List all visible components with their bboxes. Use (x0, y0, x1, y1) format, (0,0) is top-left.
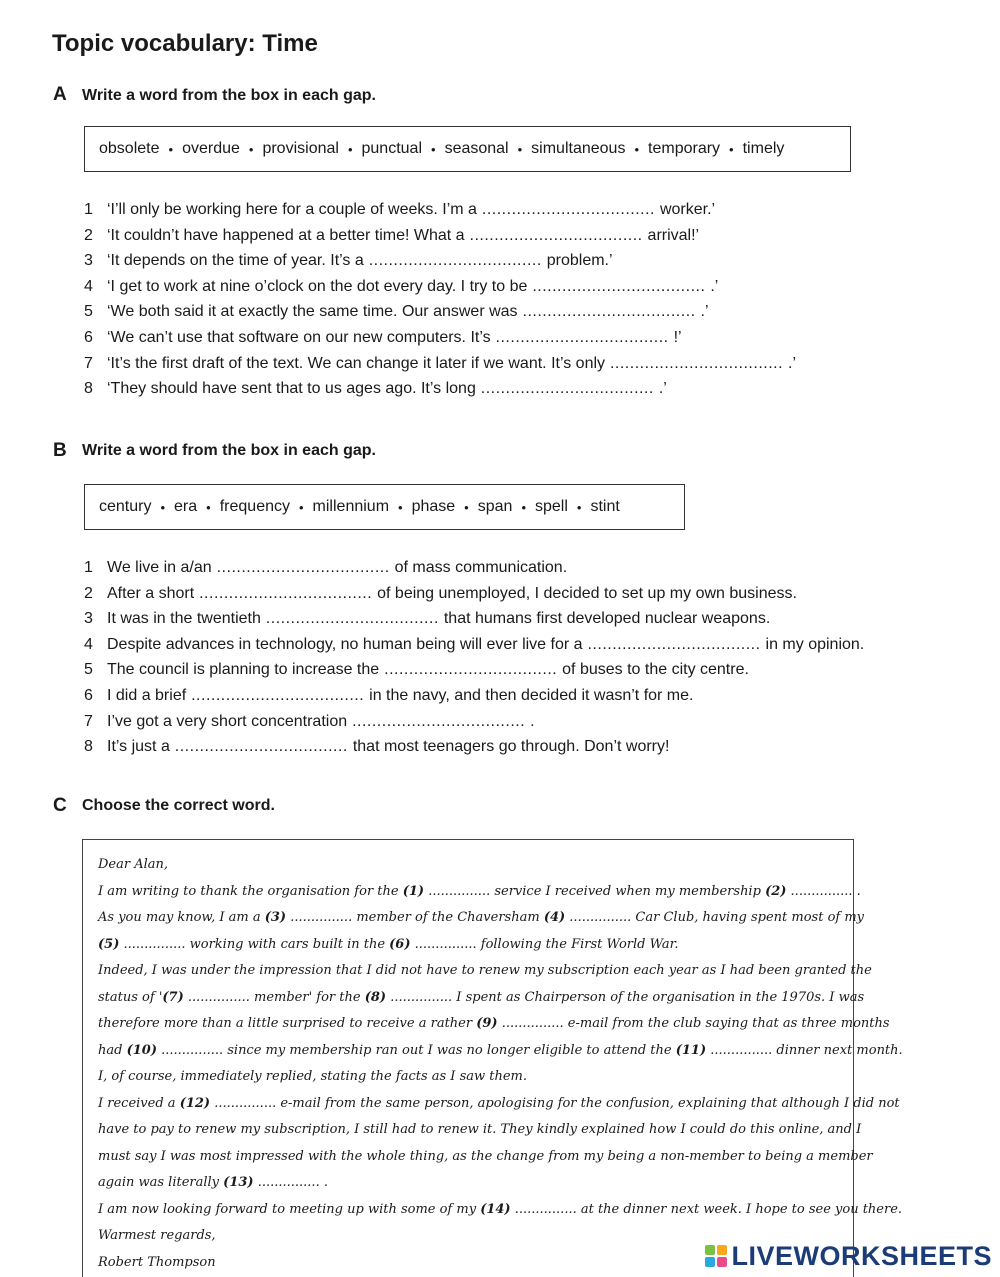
letter-text: ............... service I received when my membership (424, 883, 766, 899)
liveworksheets-logo (705, 1240, 992, 1272)
letter-text: have to pay to renew my subscription, I still had to renew it. They kindly explained how I could do this online, and I (98, 1122, 862, 1137)
answer-gap[interactable]: ................................... (169, 738, 353, 756)
bullet-separator: • (206, 499, 211, 515)
item-text-after: problem.’ (546, 252, 613, 270)
letter-line (98, 1011, 890, 1038)
item-text-before: I’ve got a very short concentration (107, 712, 348, 730)
exercise-item (84, 709, 864, 735)
letter-line (98, 1144, 873, 1171)
gap-number: (7) (162, 989, 184, 1005)
bullet-separator: • (160, 499, 166, 515)
logo-square (705, 1245, 715, 1255)
letter-line (98, 932, 837, 959)
item-text-before: ‘I get to work at nine o’clock on the dot every day. I try to be (107, 277, 528, 295)
answer-gap[interactable]: ................................... (363, 252, 547, 270)
item-text-before: It’s just a (107, 738, 170, 756)
word-option: overdue (182, 140, 240, 157)
gap-number: (3) (264, 910, 287, 925)
letter-text: Indeed, I was under the impression that I did not have to renew my subscription each year as I had been granted the (98, 963, 872, 978)
bullet-separator: • (464, 499, 469, 515)
letter-text: ............... dinner next month. (706, 1042, 903, 1058)
letter-text: ............... working with cars built in the (119, 936, 390, 952)
answer-gap[interactable]: ................................... (527, 277, 711, 295)
letter-text: I am writing to thank the organisation for the (98, 883, 403, 899)
word-option: frequency (219, 498, 290, 515)
section-c-instruction: Choose the correct word. (82, 797, 275, 814)
exercise-item (84, 197, 796, 223)
letter-line (98, 958, 872, 985)
item-text-before: After a short (107, 584, 195, 602)
letter-line (98, 985, 865, 1012)
letter-text: had (98, 1042, 127, 1058)
answer-gap[interactable]: ................................... (464, 226, 648, 244)
item-number: 8 (84, 380, 93, 398)
item-text-before: The council is planning to increase the (107, 661, 380, 679)
item-text-before: ‘It’s the first draft of the text. We can change it later if we want. It’s only (107, 354, 606, 372)
item-text-before: ‘They should have sent that to us ages ago. It’s long (107, 380, 476, 398)
bullet-separator: • (634, 141, 640, 157)
exercise-item (84, 555, 864, 581)
letter-text: ............... following the First World War. (410, 936, 679, 952)
item-text-after: .’ (710, 277, 719, 295)
answer-gap[interactable]: ................................... (347, 712, 531, 730)
letter-text: ............... Car Club, having spent most of my (565, 910, 865, 925)
letter-line (98, 1197, 903, 1224)
gap-number: (4) (543, 910, 566, 925)
gap-number: (9) (476, 1016, 498, 1031)
exercise-item (84, 223, 796, 249)
bullet-separator: • (248, 141, 254, 157)
logo-square (717, 1257, 727, 1267)
letter-line (98, 1117, 862, 1144)
section-b-items (84, 555, 864, 760)
item-number: 6 (84, 686, 93, 704)
letter-text: Robert Thompson (98, 1254, 216, 1270)
item-number: 6 (84, 328, 93, 346)
item-text-after: in my opinion. (765, 635, 865, 653)
exercise-item (84, 351, 796, 377)
letter-line (98, 1091, 900, 1118)
section-a-letter: A (53, 84, 67, 105)
letter-text: ............... . (786, 883, 861, 899)
bullet-separator: • (576, 499, 582, 515)
section-a-word-box (84, 126, 851, 172)
letter-text: ............... member' for the (183, 989, 365, 1005)
section-c-letter: C (53, 795, 67, 816)
bullet-separator: • (298, 499, 304, 515)
letter-line (98, 1170, 837, 1197)
item-text-after: in the navy, and then decided it wasn’t for me. (369, 686, 694, 704)
answer-gap[interactable]: ................................... (194, 584, 378, 602)
letter-text: ............... . (253, 1175, 328, 1190)
page-title: Topic vocabulary: Time (52, 30, 318, 57)
word-option: punctual (361, 140, 422, 157)
item-number: 4 (84, 277, 93, 295)
word-option: era (174, 498, 198, 515)
item-text-before: ‘We both said it at exactly the same time. Our answer was (107, 303, 518, 321)
item-text-before: It was in the twentieth (107, 610, 261, 628)
answer-gap[interactable]: ................................... (582, 635, 766, 653)
letter-text: I am now looking forward to meeting up with some of my (98, 1201, 481, 1217)
item-text-after: of being unemployed, I decided to set up my own business. (377, 584, 797, 602)
word-option: temporary (648, 140, 721, 157)
letter-line (98, 852, 837, 879)
item-text-after: .’ (658, 380, 667, 398)
section-b-letter: B (53, 440, 67, 461)
exercise-item (84, 274, 796, 300)
item-number: 1 (84, 559, 93, 576)
letter-text: ............... I spent as Chairperson of the organisation in the 1970s. I was (386, 989, 865, 1005)
bullet-separator: • (517, 141, 523, 157)
word-option: span (477, 498, 513, 515)
item-number: 8 (84, 738, 93, 756)
section-a-instruction: Write a word from the box in each gap. (82, 87, 376, 104)
bullet-separator: • (168, 141, 174, 157)
item-text-after: worker.’ (659, 201, 716, 218)
item-text-before: Despite advances in technology, no human being will ever live for a (107, 635, 583, 653)
item-number: 3 (84, 252, 93, 270)
item-number: 4 (84, 635, 93, 653)
logo-text: LIVEWORKSHEETS (731, 1240, 992, 1271)
answer-gap[interactable]: ................................... (476, 201, 660, 218)
letter-text: I, of course, immediately replied, stating the facts as I saw them. (98, 1069, 528, 1084)
exercise-item (84, 376, 796, 402)
letter-text: ............... member of the Chaversham (286, 910, 544, 925)
letter-text: ............... since my membership ran out I was no longer eligible to attend the (156, 1042, 676, 1058)
item-text-after: . (530, 712, 535, 730)
word-option: simultaneous (531, 140, 626, 157)
word-option: phase (411, 498, 456, 515)
item-number: 2 (84, 226, 93, 244)
item-number: 7 (84, 712, 93, 730)
letter-text: status of ' (98, 989, 163, 1005)
item-text-after: that humans first developed nuclear weapons. (443, 610, 771, 628)
answer-gap[interactable]: ................................... (517, 303, 701, 321)
answer-gap[interactable]: ................................... (186, 686, 370, 704)
letter-line (98, 1064, 837, 1091)
exercise-item (84, 606, 864, 632)
letter-text: As you may know, I am a (98, 910, 265, 925)
item-number: 1 (84, 201, 93, 218)
word-option: seasonal (444, 140, 509, 157)
bullet-separator: • (347, 141, 353, 157)
exercise-item (84, 657, 864, 683)
item-text-after: that most teenagers go through. Don’t worry! (352, 738, 670, 756)
bullet-separator: • (398, 499, 403, 515)
word-option: timely (742, 140, 785, 157)
item-text-after: arrival!’ (647, 226, 700, 244)
bullet-separator: • (521, 499, 526, 515)
letter-text: Dear Alan, (98, 857, 169, 872)
gap-number: (8) (364, 989, 387, 1005)
item-text-after: !’ (673, 328, 682, 346)
answer-gap[interactable]: ................................... (490, 328, 674, 346)
item-number: 7 (84, 354, 93, 372)
answer-gap[interactable]: ................................... (475, 380, 659, 398)
letter-text: I received a (98, 1095, 180, 1111)
item-text-after: of buses to the city centre. (562, 661, 749, 679)
letter-text: Warmest regards, (98, 1228, 216, 1243)
bullet-separator: • (431, 141, 436, 157)
logo-square (717, 1245, 727, 1255)
letter-text: therefore more than a little surprised to receive a rather (98, 1016, 477, 1031)
bullet-separator: • (729, 141, 734, 157)
word-option: obsolete (99, 140, 160, 157)
section-b-word-box (84, 484, 685, 530)
letter-text: ............... e-mail from the same person, apologising for the confusion, explaining that although I did not (210, 1095, 900, 1111)
gap-number: (5) (98, 936, 120, 952)
logo-grid-icon (705, 1245, 727, 1267)
gap-number: (6) (389, 936, 411, 952)
item-text-before: ‘I’ll only be working here for a couple of weeks. I’m a (107, 201, 477, 218)
letter-line (98, 879, 861, 906)
letter-text: ............... at the dinner next week. I hope to see you there. (510, 1201, 903, 1217)
answer-gap[interactable]: ................................... (379, 661, 563, 679)
letter-text: ............... e-mail from the club saying that as three months (497, 1016, 890, 1031)
item-text-before: ‘It couldn’t have happened at a better time! What a (107, 226, 465, 244)
word-option: century (99, 498, 152, 515)
exercise-item (84, 248, 796, 274)
item-text-after: .’ (788, 354, 796, 372)
exercise-item (84, 581, 864, 607)
exercise-item (84, 325, 796, 351)
gap-number: (2) (765, 883, 787, 899)
word-option: stint (590, 498, 620, 515)
item-number: 3 (84, 610, 93, 628)
word-option: millennium (312, 498, 390, 515)
logo-square (705, 1257, 715, 1267)
item-number: 5 (84, 661, 93, 679)
letter-text: must say I was most impressed with the whole thing, as the change from my being a non-member to being a member (98, 1148, 873, 1164)
exercise-item (84, 299, 796, 325)
gap-number: (1) (402, 883, 425, 899)
letter-line (98, 905, 865, 932)
section-b-instruction: Write a word from the box in each gap. (82, 442, 376, 459)
item-text-after: .’ (700, 303, 709, 321)
answer-gap[interactable]: ................................... (211, 559, 395, 576)
item-text-before: ‘We can’t use that software on our new computers. It’s (107, 328, 491, 346)
answer-gap[interactable]: ................................... (605, 354, 788, 372)
letter-line (98, 1038, 903, 1065)
word-option: spell (535, 498, 568, 515)
exercise-item (84, 632, 864, 658)
item-text-before: ‘It depends on the time of year. It’s a (107, 252, 364, 270)
answer-gap[interactable]: ................................... (260, 610, 444, 628)
item-text-before: We live in a/an (107, 559, 212, 576)
gap-number: (11) (675, 1042, 707, 1058)
letter-text: again was literally (98, 1175, 224, 1190)
item-text-after: of mass communication. (394, 559, 568, 576)
exercise-item (84, 683, 864, 709)
word-option: provisional (262, 140, 339, 157)
item-number: 2 (84, 584, 93, 602)
exercise-item (84, 734, 864, 760)
section-a-items (84, 197, 796, 402)
gap-number: (12) (179, 1095, 211, 1111)
gap-number: (13) (223, 1175, 254, 1190)
item-text-before: I did a brief (107, 686, 187, 704)
gap-number: (14) (480, 1201, 511, 1217)
gap-number: (10) (126, 1042, 157, 1058)
item-number: 5 (84, 303, 93, 321)
